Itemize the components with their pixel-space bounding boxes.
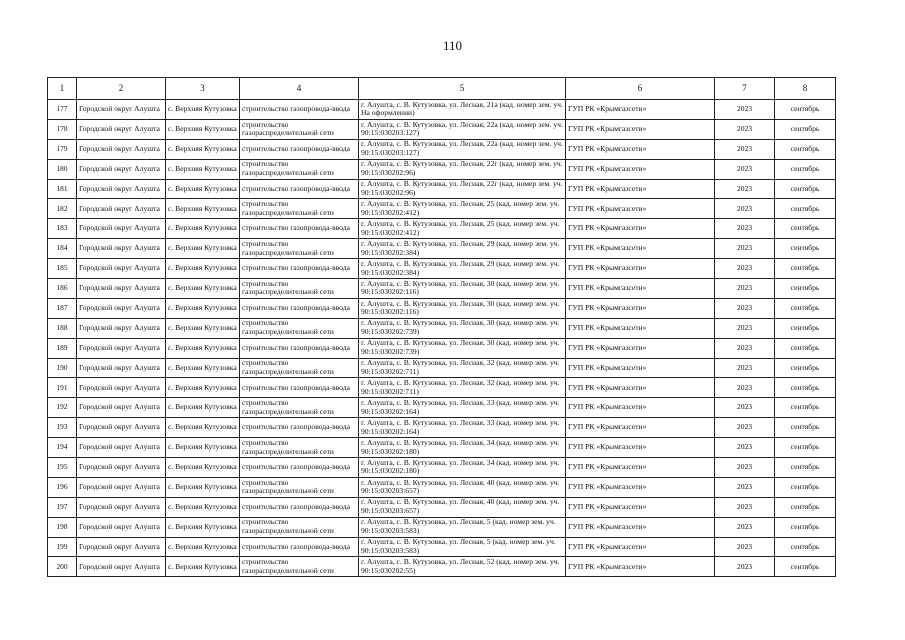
settlement-cell: с. Верхняя Кутузовка <box>166 279 240 299</box>
district-cell: Городской округ Алушта <box>77 517 166 537</box>
settlement-cell: с. Верхняя Кутузовка <box>166 358 240 378</box>
column-header: 3 <box>166 78 240 100</box>
district-cell: Городской округ Алушта <box>77 318 166 338</box>
year-cell: 2023 <box>715 100 775 120</box>
table-row <box>48 557 836 577</box>
district-cell: Городской округ Алушта <box>77 557 166 577</box>
column-header: 6 <box>566 78 715 100</box>
schedule-table <box>47 77 836 577</box>
year-cell: 2023 <box>715 318 775 338</box>
table-row <box>48 139 836 159</box>
enterprise-cell: ГУП РК «Крымгазсети» <box>566 398 715 418</box>
district-cell: Городской округ Алушта <box>77 537 166 557</box>
settlement-cell: с. Верхняя Кутузовка <box>166 179 240 199</box>
district-cell: Городской округ Алушта <box>77 438 166 458</box>
work-type-cell: строительство газораспределительной сети <box>240 477 359 497</box>
settlement-cell: с. Верхняя Кутузовка <box>166 100 240 120</box>
table-row <box>48 338 836 358</box>
year-cell: 2023 <box>715 239 775 259</box>
row-number-cell: 183 <box>48 219 77 239</box>
year-cell: 2023 <box>715 477 775 497</box>
work-type-cell: строительство газопровода-ввода <box>240 418 359 438</box>
address-cell: г. Алушта, с. В. Кутузовка, ул. Лесная, 34 (кад. номер зем. уч. 90:15:030202:180) <box>359 458 566 478</box>
enterprise-cell: ГУП РК «Крымгазсети» <box>566 458 715 478</box>
row-number-cell: 197 <box>48 497 77 517</box>
month-cell: сентябрь <box>775 239 836 259</box>
table-row <box>48 458 836 478</box>
work-type-cell: строительство газопровода-ввода <box>240 259 359 279</box>
table-row <box>48 418 836 438</box>
enterprise-cell: ГУП РК «Крымгазсети» <box>566 318 715 338</box>
table-row <box>48 477 836 497</box>
header-row <box>48 78 836 100</box>
row-number-cell: 182 <box>48 199 77 219</box>
row-number-cell: 198 <box>48 517 77 537</box>
table-row <box>48 239 836 259</box>
month-cell: сентябрь <box>775 418 836 438</box>
month-cell: сентябрь <box>775 259 836 279</box>
month-cell: сентябрь <box>775 517 836 537</box>
row-number-cell: 181 <box>48 179 77 199</box>
month-cell: сентябрь <box>775 438 836 458</box>
row-number-cell: 195 <box>48 458 77 478</box>
work-type-cell: строительство газопровода-ввода <box>240 179 359 199</box>
address-cell: г. Алушта, с. В. Кутузовка, ул. Лесная, 29 (кад. номер зем. уч. 90:15:030202:384) <box>359 259 566 279</box>
enterprise-cell: ГУП РК «Крымгазсети» <box>566 438 715 458</box>
address-cell: г. Алушта, с. В. Кутузовка, ул. Лесная, 25 (кад. номер зем. уч. 90:15:030202:412) <box>359 219 566 239</box>
year-cell: 2023 <box>715 458 775 478</box>
district-cell: Городской округ Алушта <box>77 418 166 438</box>
address-cell: г. Алушта, с. В. Кутузовка, ул. Лесная, 30 (кад. номер зем. уч. 90:15:030202:739) <box>359 338 566 358</box>
settlement-cell: с. Верхняя Кутузовка <box>166 497 240 517</box>
table-row <box>48 438 836 458</box>
work-type-cell: строительство газораспределительной сети <box>240 159 359 179</box>
table-row <box>48 219 836 239</box>
district-cell: Городской округ Алушта <box>77 119 166 139</box>
settlement-cell: с. Верхняя Кутузовка <box>166 219 240 239</box>
work-type-cell: строительство газопровода-ввода <box>240 497 359 517</box>
work-type-cell: строительство газопровода-ввода <box>240 338 359 358</box>
settlement-cell: с. Верхняя Кутузовка <box>166 159 240 179</box>
work-type-cell: строительство газораспределительной сети <box>240 517 359 537</box>
table-row <box>48 517 836 537</box>
district-cell: Городской округ Алушта <box>77 159 166 179</box>
district-cell: Городской округ Алушта <box>77 259 166 279</box>
row-number-cell: 194 <box>48 438 77 458</box>
settlement-cell: с. Верхняя Кутузовка <box>166 517 240 537</box>
settlement-cell: с. Верхняя Кутузовка <box>166 119 240 139</box>
district-cell: Городской округ Алушта <box>77 298 166 318</box>
table-row <box>48 497 836 517</box>
month-cell: сентябрь <box>775 199 836 219</box>
enterprise-cell: ГУП РК «Крымгазсети» <box>566 239 715 259</box>
settlement-cell: с. Верхняя Кутузовка <box>166 537 240 557</box>
settlement-cell: с. Верхняя Кутузовка <box>166 259 240 279</box>
district-cell: Городской округ Алушта <box>77 179 166 199</box>
month-cell: сентябрь <box>775 338 836 358</box>
table-body <box>48 100 836 577</box>
year-cell: 2023 <box>715 358 775 378</box>
district-cell: Городской округ Алушта <box>77 378 166 398</box>
month-cell: сентябрь <box>775 477 836 497</box>
address-cell: г. Алушта, с. В. Кутузовка, ул. Лесная, 22г (кад. номер зем. уч. 90:15:030202:96) <box>359 159 566 179</box>
enterprise-cell: ГУП РК «Крымгазсети» <box>566 298 715 318</box>
table-row <box>48 119 836 139</box>
work-type-cell: строительство газораспределительной сети <box>240 318 359 338</box>
table-row <box>48 537 836 557</box>
year-cell: 2023 <box>715 557 775 577</box>
enterprise-cell: ГУП РК «Крымгазсети» <box>566 279 715 299</box>
row-number-cell: 179 <box>48 139 77 159</box>
address-cell: г. Алушта, с. В. Кутузовка, ул. Лесная, 22г (кад. номер зем. уч. 90:15:030202:96) <box>359 179 566 199</box>
column-header: 5 <box>359 78 566 100</box>
enterprise-cell: ГУП РК «Крымгазсети» <box>566 219 715 239</box>
row-number-cell: 191 <box>48 378 77 398</box>
row-number-cell: 193 <box>48 418 77 438</box>
enterprise-cell: ГУП РК «Крымгазсети» <box>566 358 715 378</box>
district-cell: Городской округ Алушта <box>77 497 166 517</box>
month-cell: сентябрь <box>775 358 836 378</box>
enterprise-cell: ГУП РК «Крымгазсети» <box>566 199 715 219</box>
address-cell: г. Алушта, с. В. Кутузовка, ул. Лесная, 22а (кад. номер зем. уч. 90:15:030203:127) <box>359 139 566 159</box>
settlement-cell: с. Верхняя Кутузовка <box>166 557 240 577</box>
address-cell: г. Алушта, с. В. Кутузовка, ул. Лесная, 33 (кад. номер зем. уч. 90:15:030202:164) <box>359 398 566 418</box>
address-cell: г. Алушта, с. В. Кутузовка, ул. Лесная, 30 (кад. номер зем. уч. 90:15:030202:739) <box>359 318 566 338</box>
address-cell: г. Алушта, с. В. Кутузовка, ул. Лесная, 52 (кад. номер зем. уч. 90:15:030202:55) <box>359 557 566 577</box>
address-cell: г. Алушта, с. В. Кутузовка, ул. Лесная, 32 (кад. номер зем. уч. 90:15:030202:711) <box>359 358 566 378</box>
settlement-cell: с. Верхняя Кутузовка <box>166 239 240 259</box>
month-cell: сентябрь <box>775 179 836 199</box>
work-type-cell: строительство газопровода-ввода <box>240 100 359 120</box>
year-cell: 2023 <box>715 179 775 199</box>
work-type-cell: строительство газораспределительной сети <box>240 279 359 299</box>
enterprise-cell: ГУП РК «Крымгазсети» <box>566 517 715 537</box>
work-type-cell: строительство газораспределительной сети <box>240 398 359 418</box>
column-header: 1 <box>48 78 77 100</box>
address-cell: г. Алушта, с. В. Кутузовка, ул. Лесная, 21а (кад. номер зем. уч. На оформлении) <box>359 100 566 120</box>
address-cell: г. Алушта, с. В. Кутузовка, ул. Лесная, 40 (кад. номер зем. уч. 90:15:030203:657) <box>359 497 566 517</box>
settlement-cell: с. Верхняя Кутузовка <box>166 418 240 438</box>
enterprise-cell: ГУП РК «Крымгазсети» <box>566 159 715 179</box>
address-cell: г. Алушта, с. В. Кутузовка, ул. Лесная, 29 (кад. номер зем. уч. 90:15:030202:384) <box>359 239 566 259</box>
month-cell: сентябрь <box>775 378 836 398</box>
month-cell: сентябрь <box>775 497 836 517</box>
table-row <box>48 298 836 318</box>
settlement-cell: с. Верхняя Кутузовка <box>166 378 240 398</box>
enterprise-cell: ГУП РК «Крымгазсети» <box>566 179 715 199</box>
table-row <box>48 179 836 199</box>
district-cell: Городской округ Алушта <box>77 139 166 159</box>
row-number-cell: 190 <box>48 358 77 378</box>
row-number-cell: 192 <box>48 398 77 418</box>
enterprise-cell: ГУП РК «Крымгазсети» <box>566 537 715 557</box>
year-cell: 2023 <box>715 199 775 219</box>
table-row <box>48 398 836 418</box>
month-cell: сентябрь <box>775 298 836 318</box>
table-row <box>48 358 836 378</box>
year-cell: 2023 <box>715 219 775 239</box>
year-cell: 2023 <box>715 139 775 159</box>
page-number: 110 <box>442 38 463 53</box>
row-number-cell: 189 <box>48 338 77 358</box>
district-cell: Городской округ Алушта <box>77 219 166 239</box>
enterprise-cell: ГУП РК «Крымгазсети» <box>566 100 715 120</box>
work-type-cell: строительство газопровода-ввода <box>240 537 359 557</box>
year-cell: 2023 <box>715 438 775 458</box>
month-cell: сентябрь <box>775 219 836 239</box>
work-type-cell: строительство газопровода-ввода <box>240 378 359 398</box>
enterprise-cell: ГУП РК «Крымгазсети» <box>566 259 715 279</box>
settlement-cell: с. Верхняя Кутузовка <box>166 398 240 418</box>
month-cell: сентябрь <box>775 458 836 478</box>
month-cell: сентябрь <box>775 398 836 418</box>
row-number-cell: 184 <box>48 239 77 259</box>
settlement-cell: с. Верхняя Кутузовка <box>166 477 240 497</box>
table-row <box>48 259 836 279</box>
address-cell: г. Алушта, с. В. Кутузовка, ул. Лесная, 30 (кад. номер зем. уч. 90:15:030202:116) <box>359 298 566 318</box>
address-cell: г. Алушта, с. В. Кутузовка, ул. Лесная, 34 (кад. номер зем. уч. 90:15:030202:180) <box>359 438 566 458</box>
work-type-cell: строительство газопровода-ввода <box>240 219 359 239</box>
month-cell: сентябрь <box>775 557 836 577</box>
district-cell: Городской округ Алушта <box>77 398 166 418</box>
enterprise-cell: ГУП РК «Крымгазсети» <box>566 139 715 159</box>
row-number-cell: 180 <box>48 159 77 179</box>
settlement-cell: с. Верхняя Кутузовка <box>166 438 240 458</box>
work-type-cell: строительство газораспределительной сети <box>240 199 359 219</box>
address-cell: г. Алушта, с. В. Кутузовка, ул. Лесная, 5 (кад. номер зем. уч. 90:15:030203:583) <box>359 537 566 557</box>
work-type-cell: строительство газораспределительной сети <box>240 358 359 378</box>
month-cell: сентябрь <box>775 537 836 557</box>
row-number-cell: 188 <box>48 318 77 338</box>
year-cell: 2023 <box>715 398 775 418</box>
row-number-cell: 177 <box>48 100 77 120</box>
column-header: 2 <box>77 78 166 100</box>
table-row <box>48 159 836 179</box>
row-number-cell: 185 <box>48 259 77 279</box>
table-row <box>48 279 836 299</box>
column-header: 7 <box>715 78 775 100</box>
year-cell: 2023 <box>715 119 775 139</box>
table-row <box>48 199 836 219</box>
enterprise-cell: ГУП РК «Крымгазсети» <box>566 119 715 139</box>
year-cell: 2023 <box>715 378 775 398</box>
work-type-cell: строительство газопровода-ввода <box>240 298 359 318</box>
row-number-cell: 187 <box>48 298 77 318</box>
row-number-cell: 199 <box>48 537 77 557</box>
year-cell: 2023 <box>715 298 775 318</box>
settlement-cell: с. Верхняя Кутузовка <box>166 338 240 358</box>
enterprise-cell: ГУП РК «Крымгазсети» <box>566 477 715 497</box>
address-cell: г. Алушта, с. В. Кутузовка, ул. Лесная, 5 (кад. номер зем. уч. 90:15:030203:583) <box>359 517 566 537</box>
district-cell: Городской округ Алушта <box>77 458 166 478</box>
month-cell: сентябрь <box>775 100 836 120</box>
month-cell: сентябрь <box>775 119 836 139</box>
column-header: 4 <box>240 78 359 100</box>
enterprise-cell: ГУП РК «Крымгазсети» <box>566 418 715 438</box>
address-cell: г. Алушта, с. В. Кутузовка, ул. Лесная, 33 (кад. номер зем. уч. 90:15:030202:164) <box>359 418 566 438</box>
work-type-cell: строительство газораспределительной сети <box>240 119 359 139</box>
district-cell: Городской округ Алушта <box>77 358 166 378</box>
month-cell: сентябрь <box>775 318 836 338</box>
year-cell: 2023 <box>715 338 775 358</box>
table-row <box>48 100 836 120</box>
enterprise-cell: ГУП РК «Крымгазсети» <box>566 557 715 577</box>
year-cell: 2023 <box>715 279 775 299</box>
row-number-cell: 178 <box>48 119 77 139</box>
address-cell: г. Алушта, с. В. Кутузовка, ул. Лесная, 22а (кад. номер зем. уч. 90:15:030203:127) <box>359 119 566 139</box>
year-cell: 2023 <box>715 537 775 557</box>
district-cell: Городской округ Алушта <box>77 338 166 358</box>
column-header: 8 <box>775 78 836 100</box>
year-cell: 2023 <box>715 418 775 438</box>
month-cell: сентябрь <box>775 139 836 159</box>
row-number-cell: 200 <box>48 557 77 577</box>
row-number-cell: 186 <box>48 279 77 299</box>
enterprise-cell: ГУП РК «Крымгазсети» <box>566 497 715 517</box>
address-cell: г. Алушта, с. В. Кутузовка, ул. Лесная, 40 (кад. номер зем. уч. 90:15:030203:657) <box>359 477 566 497</box>
table-row <box>48 318 836 338</box>
work-type-cell: строительство газопровода-ввода <box>240 458 359 478</box>
settlement-cell: с. Верхняя Кутузовка <box>166 458 240 478</box>
month-cell: сентябрь <box>775 279 836 299</box>
address-cell: г. Алушта, с. В. Кутузовка, ул. Лесная, 32 (кад. номер зем. уч. 90:15:030202:711) <box>359 378 566 398</box>
settlement-cell: с. Верхняя Кутузовка <box>166 298 240 318</box>
enterprise-cell: ГУП РК «Крымгазсети» <box>566 378 715 398</box>
row-number-cell: 196 <box>48 477 77 497</box>
year-cell: 2023 <box>715 159 775 179</box>
work-type-cell: строительство газораспределительной сети <box>240 239 359 259</box>
district-cell: Городской округ Алушта <box>77 279 166 299</box>
table-row <box>48 378 836 398</box>
year-cell: 2023 <box>715 259 775 279</box>
address-cell: г. Алушта, с. В. Кутузовка, ул. Лесная, 25 (кад. номер зем. уч. 90:15:030202:412) <box>359 199 566 219</box>
settlement-cell: с. Верхняя Кутузовка <box>166 199 240 219</box>
work-type-cell: строительство газопровода-ввода <box>240 139 359 159</box>
district-cell: Городской округ Алушта <box>77 199 166 219</box>
district-cell: Городской округ Алушта <box>77 239 166 259</box>
work-type-cell: строительство газораспределительной сети <box>240 438 359 458</box>
district-cell: Городской округ Алушта <box>77 477 166 497</box>
year-cell: 2023 <box>715 497 775 517</box>
settlement-cell: с. Верхняя Кутузовка <box>166 139 240 159</box>
settlement-cell: с. Верхняя Кутузовка <box>166 318 240 338</box>
enterprise-cell: ГУП РК «Крымгазсети» <box>566 338 715 358</box>
work-type-cell: строительство газораспределительной сети <box>240 557 359 577</box>
address-cell: г. Алушта, с. В. Кутузовка, ул. Лесная, 30 (кад. номер зем. уч. 90:15:030202:116) <box>359 279 566 299</box>
district-cell: Городской округ Алушта <box>77 100 166 120</box>
year-cell: 2023 <box>715 517 775 537</box>
month-cell: сентябрь <box>775 159 836 179</box>
